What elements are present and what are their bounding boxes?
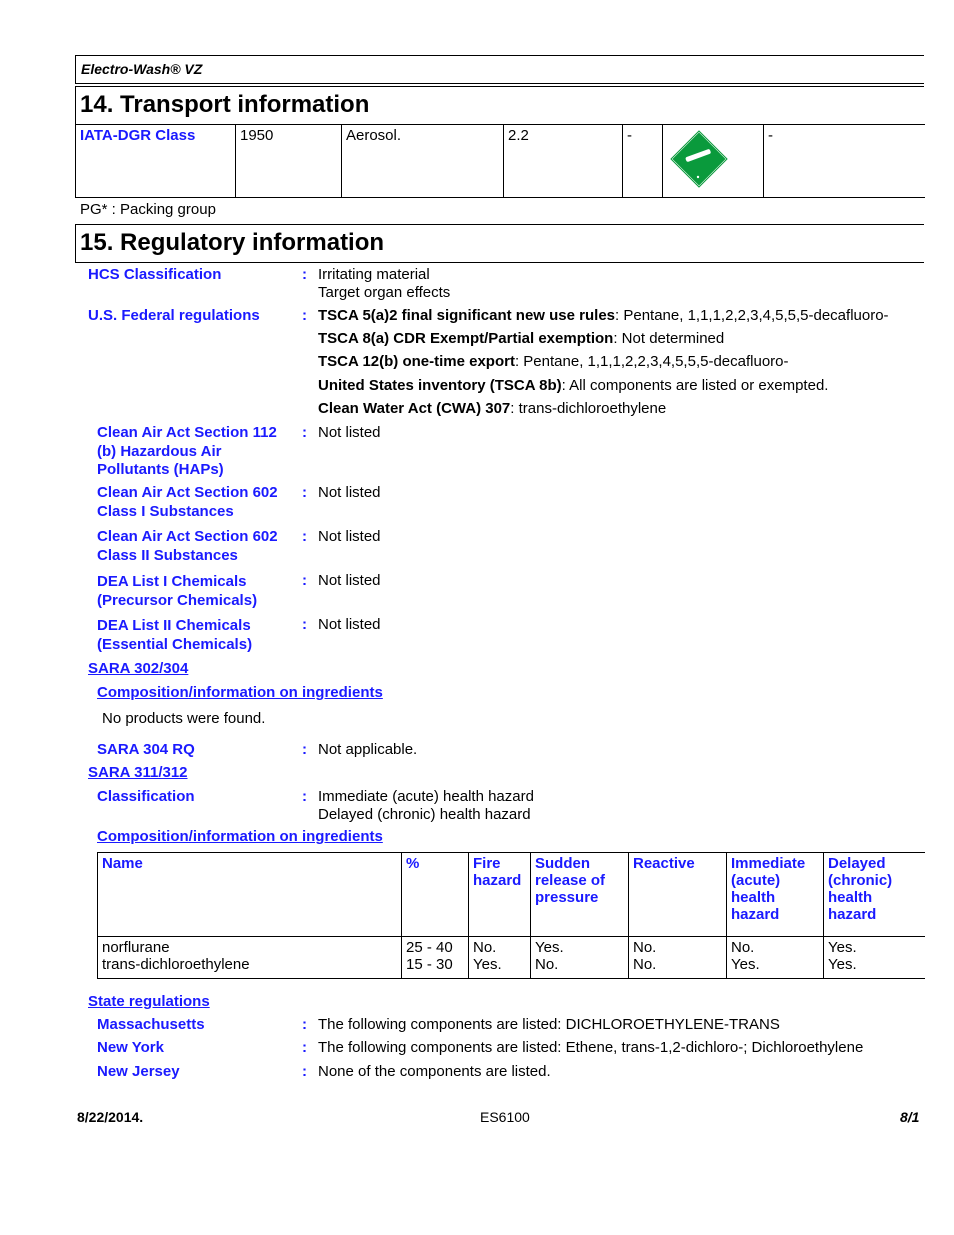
hazard-label-cell (663, 125, 764, 198)
dea-list-1-label: DEA List I Chemicals (Precursor Chemicals) (97, 573, 258, 609)
document-header (75, 55, 924, 84)
colon: : (302, 1063, 307, 1080)
federal-item: Clean Water Act (CWA) 307: trans-dichloroethylene (318, 400, 667, 417)
product-name: Electro-Wash® VZ (81, 61, 203, 77)
col-header-reactive: Reactive (629, 853, 727, 937)
colon: : (302, 616, 307, 633)
pg-note: PG* : Packing group (80, 201, 216, 218)
colon: : (302, 266, 307, 283)
hcs-classification-line-1: Irritating material (318, 266, 430, 283)
new-jersey-value: None of the components are listed. (318, 1063, 551, 1080)
clean-air-act-112-label: Clean Air Act Section 112 (b) Hazardous Air Pollutants (HAPs) (97, 424, 277, 478)
colon: : (302, 424, 307, 441)
sara-311-312-link[interactable]: SARA 311/312 (88, 764, 188, 781)
cell-name: norflurane trans-dichloroethylene (98, 937, 402, 979)
clean-air-act-602-class-1-label: Clean Air Act Section 602 Class I Substances (97, 484, 278, 520)
hcs-classification-label: HCS Classification (88, 266, 222, 283)
col-header-percent: % (402, 853, 469, 937)
new-jersey-label: New Jersey (97, 1063, 180, 1080)
clean-air-act-602-class-2-value: Not listed (318, 528, 381, 545)
cell-immediate: No. Yes. (727, 937, 824, 979)
cell-reactive: No. No. (629, 937, 727, 979)
massachusetts-label: Massachusetts (97, 1016, 205, 1033)
cell-sudden-release: Yes. No. (531, 937, 629, 979)
classification-line-1: Immediate (acute) health hazard (318, 788, 534, 805)
no-products-message: No products were found. (102, 710, 266, 727)
col-header-name: Name (98, 853, 402, 937)
section-14-title: 14. Transport information (75, 86, 924, 125)
colon: : (302, 307, 307, 324)
colon: : (302, 528, 307, 545)
col-header-delayed: Delayed (chronic) health hazard (824, 853, 925, 937)
footer-page-number: 8/1 (900, 1109, 920, 1125)
colon: : (302, 788, 307, 805)
federal-item: TSCA 12(b) one-time export: Pentane, 1,1,1,2,2,3,4,5,5,5-decafluoro- (318, 353, 789, 370)
footer-date: 8/22/2014. (77, 1109, 144, 1125)
table-header-row (98, 853, 925, 937)
transport-table (75, 124, 925, 198)
cell-fire: No. Yes. (469, 937, 531, 979)
clean-air-act-602-class-2-label: Clean Air Act Section 602 Class II Substances (97, 528, 278, 564)
federal-regulations-label: U.S. Federal regulations (88, 307, 260, 324)
table-row (98, 937, 925, 979)
massachusetts-value: The following components are listed: DICHLOROETHYLENE-TRANS (318, 1016, 780, 1033)
new-york-label: New York (97, 1039, 164, 1056)
clean-air-act-112-value: Not listed (318, 424, 381, 441)
federal-item: TSCA 8(a) CDR Exempt/Partial exemption: Not determined (318, 330, 725, 347)
colon: : (302, 1039, 307, 1056)
state-regulations-link[interactable]: State regulations (88, 993, 210, 1010)
sara-311-table (97, 852, 925, 979)
hazard-class: 2.2 (504, 125, 623, 198)
cell-percent: 25 - 40 15 - 30 (402, 937, 469, 979)
cell-delayed: Yes. Yes. (824, 937, 925, 979)
col-header-fire: Fire hazard (469, 853, 531, 937)
colon: : (302, 572, 307, 589)
colon: : (302, 1016, 307, 1033)
transport-extra: - (764, 125, 925, 198)
un-number: 1950 (236, 125, 342, 198)
sara-302-304-link[interactable]: SARA 302/304 (88, 660, 189, 677)
colon: : (302, 741, 307, 758)
classification-line-2: Delayed (chronic) health hazard (318, 806, 531, 823)
classification-label: Classification (97, 788, 195, 805)
col-header-sudden-release: Sudden release of pressure (531, 853, 629, 937)
table-row (76, 125, 925, 198)
shipping-name: Aerosol. (342, 125, 504, 198)
composition-link-1[interactable]: Composition/information on ingredients (97, 684, 383, 701)
sara-304-rq-value: Not applicable. (318, 741, 418, 758)
clean-air-act-602-class-1-value: Not listed (318, 484, 381, 501)
federal-item: United States inventory (TSCA 8b): All components are listed or exempted. (318, 377, 829, 394)
iata-class-label: IATA-DGR Class (76, 125, 236, 198)
composition-link-2[interactable]: Composition/information on ingredients (97, 828, 383, 845)
hcs-classification-line-2: Target organ effects (318, 284, 451, 301)
col-header-immediate: Immediate (acute) health hazard (727, 853, 824, 937)
colon: : (302, 484, 307, 501)
packing-group: - (623, 125, 663, 198)
dea-list-2-label: DEA List II Chemicals (Essential Chemicals) (97, 617, 253, 653)
dea-list-2-value: Not listed (318, 616, 381, 633)
sara-304-rq-label: SARA 304 RQ (97, 741, 195, 758)
non-flammable-gas-diamond-icon (669, 129, 729, 189)
section-15-title: 15. Regulatory information (75, 224, 924, 263)
footer-code: ES6100 (480, 1109, 530, 1125)
new-york-value: The following components are listed: Ethene, trans-1,2-dichloro-; Dichloroethylene (318, 1039, 864, 1056)
federal-item: TSCA 5(a)2 final significant new use rules: Pentane, 1,1,1,2,2,3,4,5,5,5-decafluoro- (318, 307, 889, 324)
dea-list-1-value: Not listed (318, 572, 381, 589)
